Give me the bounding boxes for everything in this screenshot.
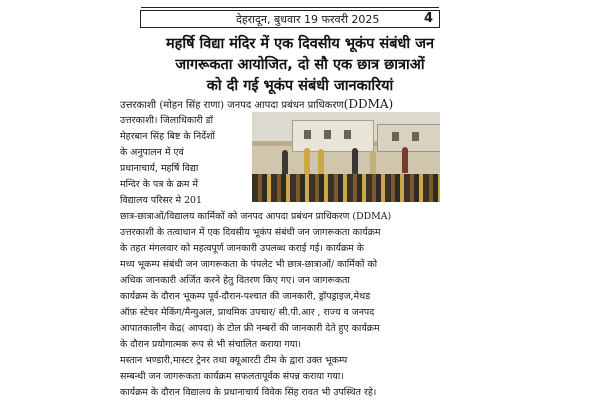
body-line: के दौरान प्रयोगात्मक रूप से भी संचालित कराया गया।: [120, 339, 302, 350]
dateline: देहरादून, बुधवार 19 फरवरी 2025: [236, 13, 380, 26]
headline-line-2: जागरूकता आयोजित, दो सौ एक छात्र छात्राओं: [175, 57, 425, 73]
left-column-line: मेहरबान सिंह बिष्ट के निर्देशों: [120, 131, 215, 142]
left-column-line: उत्तरकाशी। जिलाधिकारी डॉ: [120, 115, 214, 126]
body-line: मस्तान भण्डारी,मास्टर ट्रेनर तथा क्यूआरटी टीम के द्वारा उक्त भूकम्प: [120, 355, 348, 366]
masthead-rule: [141, 7, 439, 8]
photo-person: [352, 148, 358, 174]
photo-window: [304, 130, 311, 139]
page-number: 4: [423, 11, 433, 26]
body-line: ऑफ़ स्टेचर मेकिंग/मैन्युअल, प्राथमिक उपचार/ सी.पी.आर , राज्य व जनपद: [120, 307, 375, 318]
event-photo: [252, 112, 440, 202]
photo-person: [318, 149, 324, 175]
byline: [120, 97, 393, 111]
left-column-line: प्रधानाचार्य, महर्षि विद्या: [120, 163, 199, 174]
byline-text: उत्तरकाशी (मोहन सिंह राणा) जनपद आपदा प्रबंधन प्राधिकरण: [120, 100, 344, 111]
body-line: के तहत मंगलवार को महत्वपूर्ण जानकारी उपलब्ध कराई गई। कार्यक्रम के: [120, 243, 364, 254]
left-column-line: के अनुपालन में एवं: [120, 147, 184, 158]
photo-window: [344, 130, 351, 139]
photo-person: [304, 148, 310, 174]
photo-person: [402, 147, 408, 173]
masthead: [140, 10, 440, 28]
headline: [120, 34, 480, 97]
article-body: [120, 209, 480, 401]
photo-window: [412, 132, 419, 141]
body-line: सम्बन्धी जन जागरूकता कार्यक्रम सफलतापूर्वक संपन्न कराया गया।: [120, 371, 344, 382]
body-line: आपातकालीन केंद्र( आपदा) के टोल फ्री नम्बरों की जानकारी देते हुए कार्यक्रम: [120, 323, 380, 334]
body-line: छात्र-छात्राओं/विद्यालय कार्मिकों को जनपद आपदा प्रबंधन प्राधिकरण (DDMA): [120, 211, 392, 222]
body-line: अधिक जानकारी अर्जित करने हेतु वितरण किए गए। जन जागरूकता: [120, 275, 350, 286]
body-line: कार्यक्रम के दौरान विद्यालय के प्रधानाचार्य विवेक सिंह रावत भी उपस्थित रहे।: [120, 387, 377, 398]
photo-building-2: [377, 124, 440, 152]
photo-window: [324, 130, 331, 139]
photo-person: [282, 150, 288, 176]
photo-window: [392, 132, 399, 141]
body-line: उत्तरकाशी के तत्वाधान में एक दिवसीय भूकंप संबंधी जन जागरूकता कार्यक्रम: [120, 227, 381, 238]
photo-seated-students: [252, 174, 440, 202]
byline-org: (DDMA): [343, 97, 394, 111]
body-line: मध्य भूकम्प संबंधी जन जागरूकता के पंपलेट भी छात्र-छात्राओं/ कार्मिकों को: [120, 259, 377, 270]
left-column-line: विद्यालय परिसर मे 201: [120, 195, 202, 206]
headline-line-3: को दी गई भूकंप संबंधी जानकारियां: [206, 78, 394, 94]
body-line: कार्यक्रम के दौरान भूकम्प पूर्व-दौरान-पश्चात की जानकारी, ड्रॉपड्राइज,मेथड: [120, 291, 371, 302]
headline-line-1: महर्षि विद्या मंदिर में एक दिवसीय भूकंप संबंधी जन: [165, 36, 435, 52]
photo-person: [370, 150, 376, 176]
left-column-line: मन्दिर के पत्र के क्रम में: [120, 179, 198, 190]
